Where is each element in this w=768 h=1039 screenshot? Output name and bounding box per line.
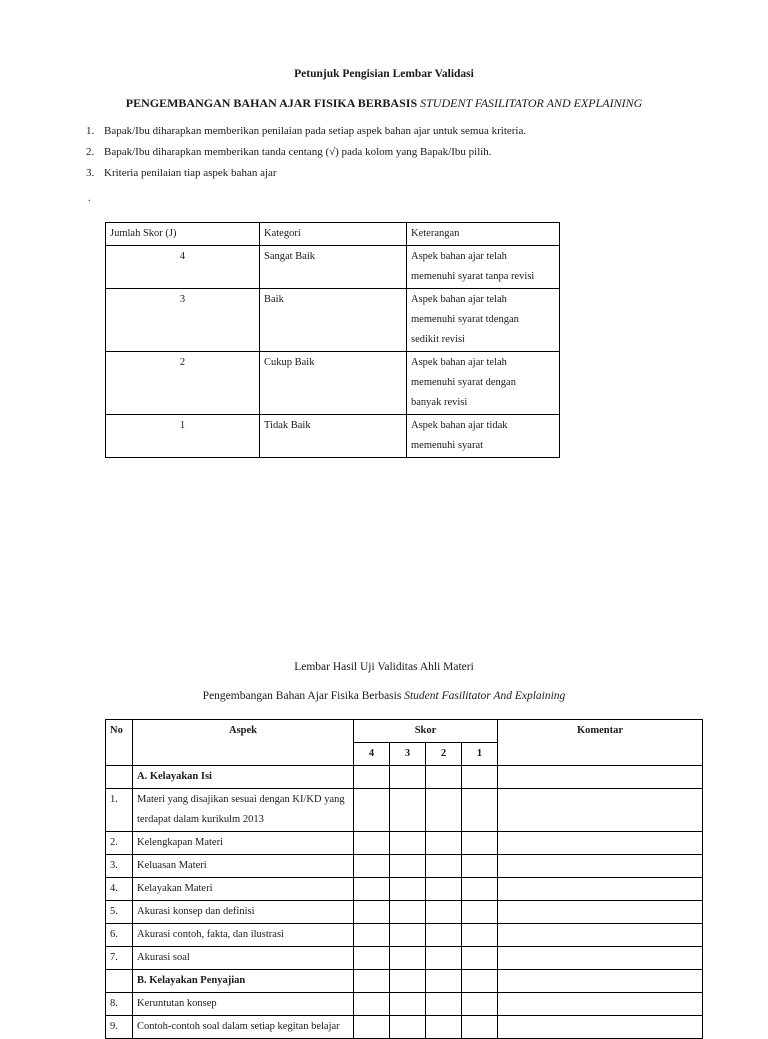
row-number <box>106 970 133 993</box>
score-checkbox-cell[interactable] <box>390 1016 426 1039</box>
header-no: No <box>106 720 133 766</box>
header-skor: Skor <box>354 720 498 743</box>
table-row <box>106 415 560 458</box>
score-checkbox-cell[interactable] <box>354 878 390 901</box>
instructions-list <box>86 122 706 185</box>
aspek-text: Keruntutan konsep <box>133 993 354 1016</box>
row-number: 6. <box>106 924 133 947</box>
subtitle-bold: PENGEMBANGAN BAHAN AJAR FISIKA BERBASIS <box>125 96 421 110</box>
score-checkbox-cell[interactable] <box>462 832 498 855</box>
aspek-text: Kelayakan Materi <box>133 878 354 901</box>
row-number: 3. <box>106 855 133 878</box>
table-row <box>106 789 703 832</box>
score-checkbox-cell[interactable] <box>462 1016 498 1039</box>
table-header-row <box>106 720 703 743</box>
description-line: Aspek bahan ajar tidak <box>411 420 508 431</box>
comment-cell[interactable] <box>498 1016 703 1039</box>
table-header-row <box>106 223 560 246</box>
header-score-1: 1 <box>462 743 498 766</box>
description-line: memenuhi syarat <box>411 440 484 451</box>
comment-cell[interactable] <box>498 789 703 832</box>
comment-cell[interactable] <box>498 832 703 855</box>
aspek-text: Keluasan Materi <box>133 855 354 878</box>
table-row <box>106 855 703 878</box>
score-checkbox-cell[interactable] <box>462 947 498 970</box>
score-checkbox-cell[interactable] <box>462 993 498 1016</box>
list-item <box>86 164 706 185</box>
validity-table <box>105 719 703 1039</box>
comment-cell[interactable] <box>498 993 703 1016</box>
description-cell <box>407 246 560 289</box>
score-checkbox-cell[interactable] <box>426 993 462 1016</box>
comment-cell <box>498 766 703 789</box>
description-line: Aspek bahan ajar telah <box>411 294 507 305</box>
score-cell: 1 <box>106 415 260 458</box>
row-number: 2. <box>106 832 133 855</box>
category-cell: Tidak Baik <box>260 415 407 458</box>
score-checkbox-cell <box>426 970 462 993</box>
aspek-text: Akurasi soal <box>133 947 354 970</box>
comment-cell[interactable] <box>498 924 703 947</box>
header-category: Kategori <box>260 223 407 246</box>
aspek-text: Materi yang disajikan sesuai dengan KI/KD yang terdapat dalam kurikulm 2013 <box>133 789 354 832</box>
row-number: 8. <box>106 993 133 1016</box>
score-checkbox-cell[interactable] <box>462 855 498 878</box>
header-score-2: 2 <box>426 743 462 766</box>
score-checkbox-cell[interactable] <box>390 993 426 1016</box>
table-row <box>106 947 703 970</box>
list-item-text: Bapak/Ibu diharapkan memberikan penilaian pada setiap aspek bahan ajar untuk semua kriteria. <box>104 125 527 137</box>
score-checkbox-cell[interactable] <box>426 789 462 832</box>
section-label: B. Kelayakan Penyajian <box>133 970 354 993</box>
description-line: sedikit revisi <box>411 334 465 345</box>
score-checkbox-cell <box>426 766 462 789</box>
description-line: Aspek bahan ajar telah <box>411 251 507 262</box>
description-cell <box>407 289 560 352</box>
score-checkbox-cell <box>390 766 426 789</box>
aspek-text: Akurasi konsep dan definisi <box>133 901 354 924</box>
score-checkbox-cell[interactable] <box>462 878 498 901</box>
comment-cell[interactable] <box>498 901 703 924</box>
section-row <box>106 970 703 993</box>
description-line: memenuhi syarat tdengan <box>411 314 519 325</box>
list-item-text: Bapak/Ibu diharapkan memberikan tanda centang (√) pada kolom yang Bapak/Ibu pilih. <box>104 146 492 158</box>
subtitle-italic: STUDENT FASILITATOR AND EXPLAINING <box>420 96 643 110</box>
section-row <box>106 766 703 789</box>
score-checkbox-cell[interactable] <box>462 901 498 924</box>
row-number <box>106 766 133 789</box>
score-checkbox-cell[interactable] <box>390 855 426 878</box>
score-checkbox-cell[interactable] <box>390 924 426 947</box>
table-row <box>106 993 703 1016</box>
description-line: banyak revisi <box>411 397 468 408</box>
score-checkbox-cell[interactable] <box>390 901 426 924</box>
table-row <box>106 924 703 947</box>
validity-subtitle-plain: Pengembangan Bahan Ajar Fisika Berbasis <box>202 690 405 702</box>
header-score-4: 4 <box>354 743 390 766</box>
score-checkbox-cell[interactable] <box>354 855 390 878</box>
list-item-number: 2. <box>86 146 95 158</box>
score-checkbox-cell <box>354 970 390 993</box>
score-checkbox-cell[interactable] <box>354 947 390 970</box>
score-checkbox-cell[interactable] <box>426 855 462 878</box>
table-row <box>106 246 560 289</box>
score-checkbox-cell[interactable] <box>390 789 426 832</box>
score-checkbox-cell[interactable] <box>426 832 462 855</box>
score-cell: 2 <box>106 352 260 415</box>
score-cell: 4 <box>106 246 260 289</box>
table-row <box>106 878 703 901</box>
section-label: A. Kelayakan Isi <box>133 766 354 789</box>
description-cell <box>407 415 560 458</box>
description-line: Aspek bahan ajar telah <box>411 357 507 368</box>
category-cell: Cukup Baik <box>260 352 407 415</box>
score-checkbox-cell[interactable] <box>354 1016 390 1039</box>
score-checkbox-cell[interactable] <box>390 832 426 855</box>
score-checkbox-cell[interactable] <box>426 878 462 901</box>
aspek-text: Kelengkapan Materi <box>133 832 354 855</box>
list-item <box>86 122 706 143</box>
score-checkbox-cell[interactable] <box>390 947 426 970</box>
score-checkbox-cell[interactable] <box>354 789 390 832</box>
score-checkbox-cell[interactable] <box>426 901 462 924</box>
description-line: memenuhi syarat dengan <box>411 377 516 388</box>
instructions-subtitle <box>0 96 768 111</box>
validity-subtitle-italic: Student Fasilitator And Explaining <box>404 690 566 702</box>
score-checkbox-cell[interactable] <box>354 993 390 1016</box>
header-komentar: Komentar <box>498 720 703 766</box>
table-row <box>106 832 703 855</box>
description-line: memenuhi syarat tanpa revisi <box>411 271 535 282</box>
header-score-3: 3 <box>390 743 426 766</box>
list-item-number: 3. <box>86 167 95 179</box>
table-row <box>106 901 703 924</box>
comment-cell[interactable] <box>498 855 703 878</box>
stray-dot: . <box>88 192 91 204</box>
category-cell: Baik <box>260 289 407 352</box>
score-checkbox-cell[interactable] <box>390 878 426 901</box>
criteria-table <box>105 222 560 458</box>
list-item <box>86 143 706 164</box>
score-checkbox-cell[interactable] <box>354 924 390 947</box>
table-row <box>106 1016 703 1039</box>
score-checkbox-cell <box>462 970 498 993</box>
score-cell: 3 <box>106 289 260 352</box>
header-score: Jumlah Skor (J) <box>106 223 260 246</box>
comment-cell <box>498 970 703 993</box>
score-checkbox-cell[interactable] <box>462 789 498 832</box>
row-number: 7. <box>106 947 133 970</box>
score-checkbox-cell[interactable] <box>462 924 498 947</box>
score-checkbox-cell <box>462 766 498 789</box>
validity-title: Lembar Hasil Uji Validitas Ahli Materi <box>294 661 474 673</box>
row-number: 5. <box>106 901 133 924</box>
score-checkbox-cell[interactable] <box>426 924 462 947</box>
row-number: 1. <box>106 789 133 832</box>
score-checkbox-cell <box>390 970 426 993</box>
instructions-title: Petunjuk Pengisian Lembar Validasi <box>294 68 474 80</box>
score-checkbox-cell[interactable] <box>354 832 390 855</box>
header-aspek: Aspek <box>133 720 354 766</box>
score-checkbox-cell <box>354 766 390 789</box>
list-item-number: 1. <box>86 125 95 137</box>
comment-cell[interactable] <box>498 947 703 970</box>
aspek-text: Akurasi contoh, fakta, dan ilustrasi <box>133 924 354 947</box>
score-checkbox-cell[interactable] <box>354 901 390 924</box>
row-number: 4. <box>106 878 133 901</box>
score-checkbox-cell[interactable] <box>426 947 462 970</box>
comment-cell[interactable] <box>498 878 703 901</box>
list-item-text: Kriteria penilaian tiap aspek bahan ajar <box>104 167 277 179</box>
header-description: Keterangan <box>407 223 560 246</box>
table-row <box>106 289 560 352</box>
score-checkbox-cell[interactable] <box>426 1016 462 1039</box>
validity-subtitle <box>0 690 768 702</box>
aspek-text: Contoh-contoh soal dalam setiap kegitan belajar <box>133 1016 354 1039</box>
table-row <box>106 352 560 415</box>
row-number: 9. <box>106 1016 133 1039</box>
category-cell: Sangat Baik <box>260 246 407 289</box>
description-cell <box>407 352 560 415</box>
validity-table-body <box>106 766 703 1039</box>
